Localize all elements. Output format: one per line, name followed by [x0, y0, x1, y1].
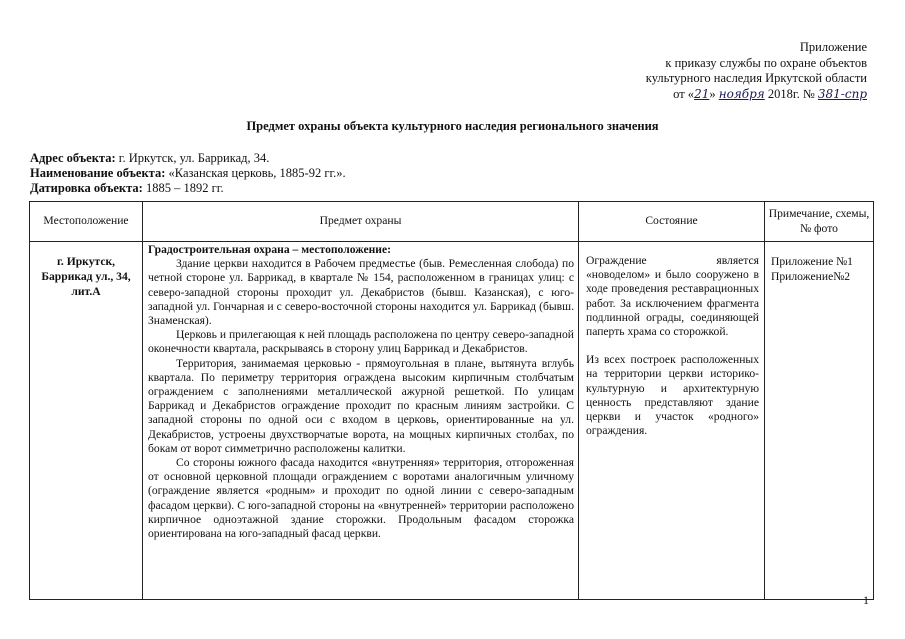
order-number: 381-спр: [817, 86, 867, 101]
date-prefix: от «: [673, 86, 695, 101]
name-label: Наименование объекта:: [30, 166, 166, 180]
appendix-line-2: к приказу службы по охране объектов: [665, 55, 867, 70]
cell-state: [579, 242, 765, 600]
subject-paragraph: Здание церкви находится в Рабочем предместье (быв. Ремесленная слобода) по четной стороне ул. Баррикад, в квартале № 154, расположенном в границах улиц: с северо-западной стороны проходит ул. Декабристов (бывш. Казанская), с юго-западной ул. Гончарная и с северо-восточной стороны находится ул. Баррикад (бывш. Знаменская).: [148, 257, 574, 328]
header-location: Местоположение: [30, 202, 143, 242]
appendix-line-3: культурного наследия Иркутской области: [645, 71, 867, 85]
subject-paragraph: Территория, занимаемая церковью - прямоугольная в плане, вытянута вглубь квартала. По периметру территория ограждена высоким кирпичным столбчатым ограждением с заполнениями металлической ажурной решеткой. По улицам Баррикад и Декабристов ограждение проходит по красным линиям застройки. С западной стороны по одной оси с входом в церковь, ориентированные на ул. Декабристов, устроены двухстворчатые ворота, на мощных кирпичных столбах, по бокам от ворот симметрично расположены калитки.: [148, 356, 574, 455]
document-title: Предмет охраны объекта культурного наследия регионального значения: [246, 119, 659, 133]
date-label: Датировка объекта:: [30, 181, 143, 195]
table-row: [30, 242, 874, 600]
order-day: 21: [694, 86, 710, 101]
date-line: [30, 181, 346, 196]
address-value: г. Иркутск, ул. Баррикад, 34.: [118, 151, 270, 165]
state-paragraph: Из всех построек расположенных на территории церкви историко-культурную и архитектурную ценность представляют здание церкви и участок «родного» ограждения.: [586, 353, 759, 438]
appendix-line-1: Приложение: [799, 40, 867, 54]
appendix-order-line: [646, 87, 867, 103]
subject-heading: Градостроительная охрана – местоположение:: [148, 243, 391, 256]
object-meta: [30, 151, 346, 196]
appendix-block: [646, 40, 867, 102]
date-mid: »: [709, 86, 716, 101]
cell-subject: [143, 242, 579, 600]
header-subject: Предмет охраны: [143, 202, 579, 242]
cell-note: [765, 242, 874, 600]
note-appendix-2: Приложение№2: [771, 270, 851, 283]
order-year: 2018г. №: [767, 86, 815, 101]
page-number: 1: [863, 593, 869, 607]
address-label: Адрес объекта:: [30, 151, 116, 165]
state-paragraph: Ограждение является «новоделом» и было сооружено в ходе проведения реставрационных работ. За исключением фрагмента подлинной ограды, соединяющей паперть храма со сторожкой.: [586, 254, 759, 339]
subject-paragraph: Со стороны южного фасада находится «внутренняя» территория, отгороженная от основной церковной площади ограждением с воротами аналогичным уличному (ограждение является «родным» и проходит по одной линии с северо-западным фасадом церкви). С юго-западной стороны на «внутренней» территории расположено кирпичное одноэтажной здание сторожки. Продольным фасадом сторожка ориентирована на юго-западный фасад церкви.: [148, 456, 574, 541]
name-line: [30, 166, 346, 181]
protection-table: [29, 201, 874, 600]
name-value: «Казанская церковь, 1885-92 гг.».: [168, 166, 346, 180]
cell-location: г. Иркутск, Баррикад ул., 34, лит.А: [30, 242, 143, 600]
order-month: ноября: [718, 86, 765, 101]
address-line: [30, 151, 346, 166]
date-value: 1885 – 1892 гг.: [145, 181, 224, 195]
subject-paragraph: Церковь и прилегающая к ней площадь расположена по центру северо-западной оконечности квартала, раскрываясь в сторону улиц Баррикад и Декабристов.: [148, 328, 574, 356]
header-state: Состояние: [579, 202, 765, 242]
table-header-row: [30, 202, 874, 242]
header-note: Примечание, схемы, № фото: [765, 202, 874, 242]
note-appendix-1: Приложение №1: [771, 255, 853, 268]
